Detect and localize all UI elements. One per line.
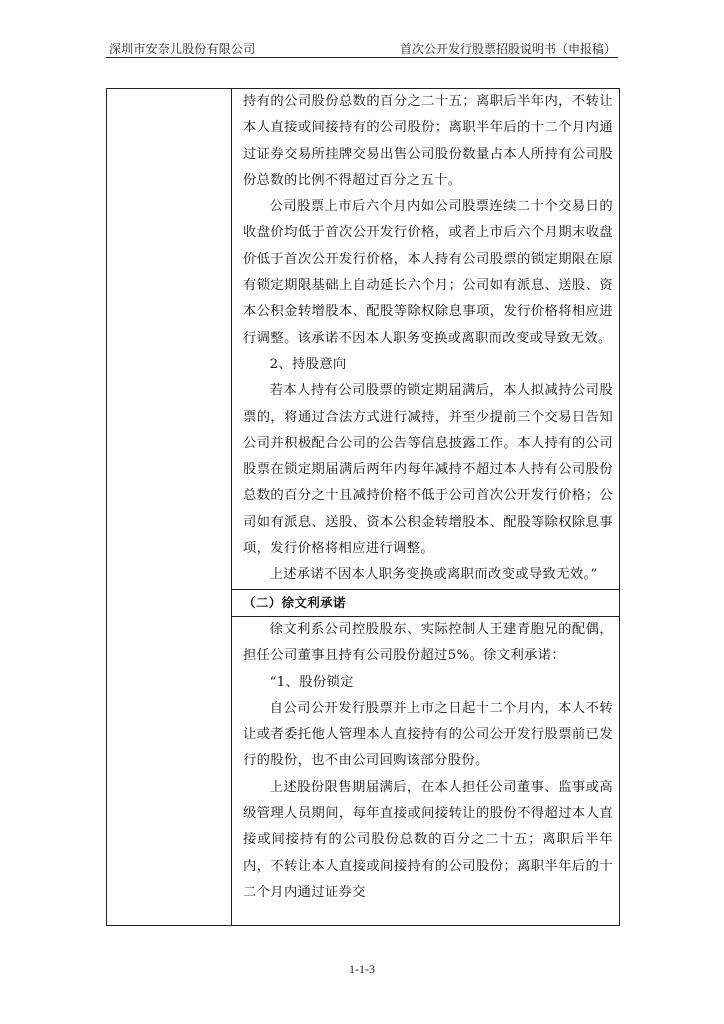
table-content-cell — [243, 89, 613, 906]
paragraph-twelve-month-lockup: 自公司公开发行股票并上市之日起十二个月内，本人不转让或者委托他人管理本人直接持有的公司公开发行股票前已发行的股份，也不由公司回购该部分股份。 — [243, 700, 613, 769]
paragraph-lockup-extension: 公司股票上市后六个月内如公司股票连续二十个交易日的收盘价均低于首次公开发行价格，或者上市后六个月期末收盘价低于首次公开发行价格，本人持有公司股票的锁定期限在原有锁定期限基础上自动延长六个月；公司如有派息、送股、资本公积金转增股本、配股等除权除息事项，发行价格将相应进行调整。该承诺不因本人职务变换或离职而改变或导致无效。 — [243, 199, 613, 346]
section-heading-xu-wenli: （二）徐文利承诺 — [243, 594, 346, 610]
commitment-table — [106, 88, 620, 926]
table-left-column — [107, 89, 232, 925]
paragraph-xu-wenli-intro: 徐文利系公司控股股东、实际控制人王建青胞兄的配偶，担任公司董事且持有公司股份超过5%。徐文利承诺： — [243, 621, 613, 664]
subheading-holding-intention: 2、持股意向 — [269, 356, 347, 372]
page-number: 1-1-3 — [349, 962, 375, 976]
header-document-title: 首次公开发行股票招股说明书（申报稿） — [399, 42, 616, 56]
header-divider — [106, 57, 618, 58]
paragraph-post-lockup-transfer: 上述股份限售期届满后，在本人担任公司董事、监事或高级管理人员期间，每年直接或间接转让的股份不得超过本人直接或间接持有的公司股份总数的百分之二十五；离职后半年内，不转让本人直接或间接持有的公司股份；离职半年后的十二个月内通过证券交 — [243, 779, 613, 900]
paragraph-commitment-validity: 上述承诺不因本人职务变换或离职而改变或导致无效。” — [269, 567, 598, 583]
paragraph-reduction-plan: 若本人持有公司股票的锁定期届满后，本人拟减持公司股票的，将通过合法方式进行减持，并至少提前三个交易日告知公司并积极配合公司的公告等信息披露工作。本人持有的公司股票在锁定期届满后两年内每年减持不超过本人持有公司股份总数的百分之十且减持价格不低于公司首次公开发行价格；公司如有派息、送股、资本公积金转增股本、配股等除权除息事项，发行价格将相应进行调整。 — [243, 383, 613, 557]
subheading-share-lockup: “1、股份锁定 — [269, 674, 354, 690]
paragraph-share-transfer-limit: 持有的公司股份总数的百分之二十五；离职后半年内，不转让本人直接或间接持有的公司股份；离职半年后的十二个月内通过证券交易所挂牌交易出售公司股份数量占本人所持有公司股份总数的比例不得超过百分之五十。 — [243, 94, 613, 188]
header-company-name: 深圳市安奈儿股份有限公司 — [109, 42, 256, 56]
